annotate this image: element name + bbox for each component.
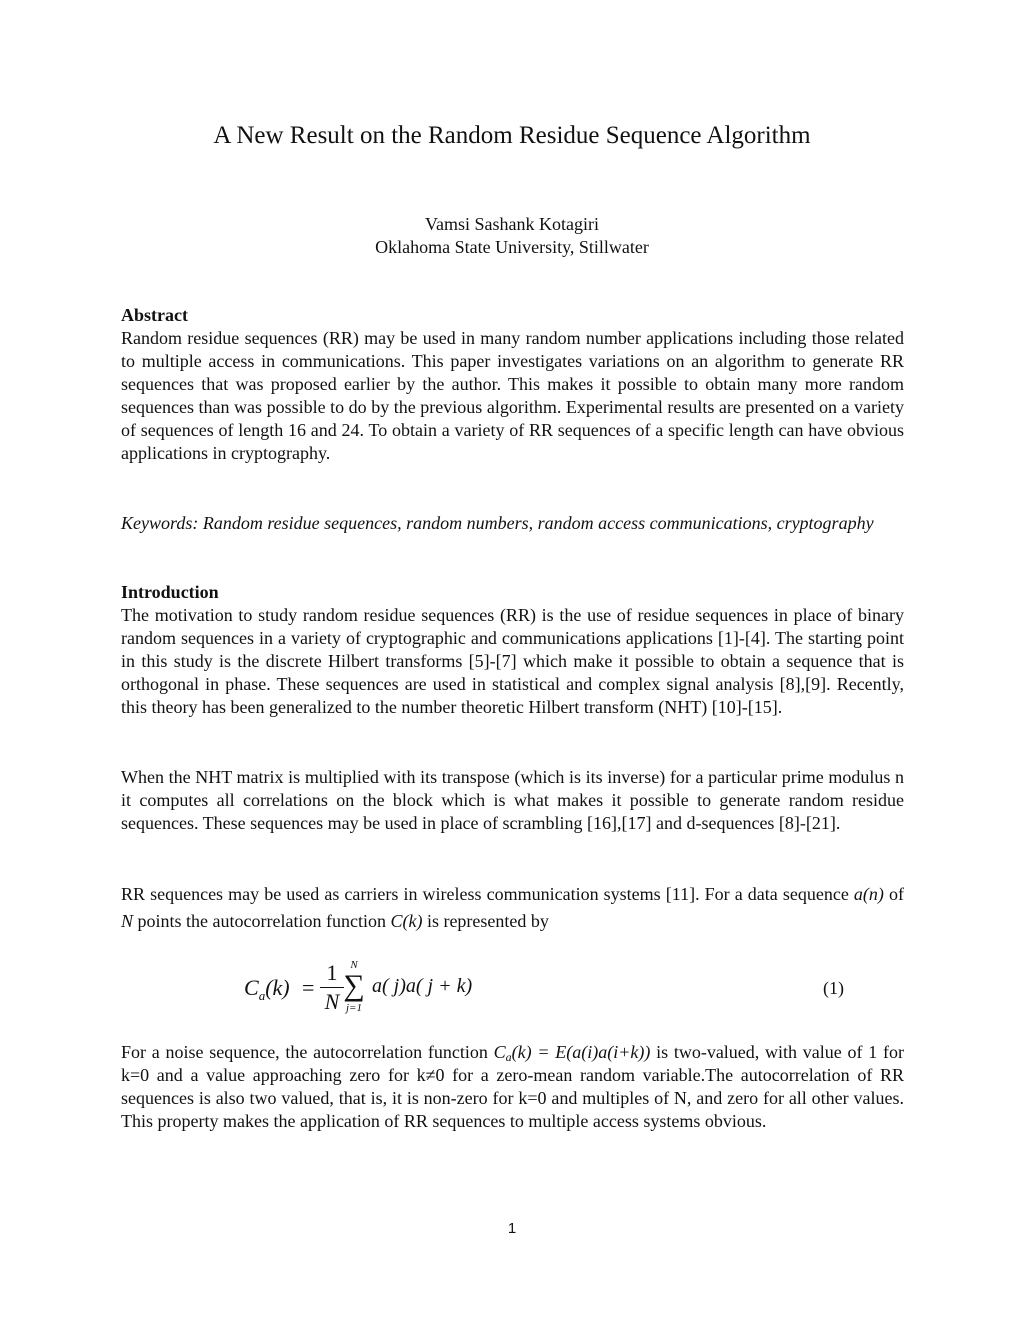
eq-rhs: a( j)a( j + k) <box>372 975 473 997</box>
eq-lhs-arg: (k) <box>265 975 290 1000</box>
paper-title: A New Result on the Random Residue Sequence Algorithm <box>213 122 811 149</box>
para3-text-of: of <box>883 884 904 904</box>
introduction-paragraph-1: The motivation to study random residue sequences (RR) is the use of residue sequences in place of binary random sequences in a variety of cryptographic and communications applications [1]-[4]. The starting point in this study is the discrete Hilbert transforms [5]-[7] which make it possible to obtain a sequence that is orthogonal in phase. These sequences are used in statistical and complex signal analysis [8],[9]. Recently, this theory has been generalized to the number theoretic Hilbert transform (NHT) [10]-[15]. <box>121 605 904 717</box>
para4-expr: (k) = E(a(i)a(i+k)) <box>511 1042 651 1062</box>
abstract-text: Random residue sequences (RR) may be used in many random number applications including those related to multiple access in communications. This paper investigates variations on an algorithm to generate RR sequences that was proposed earlier by the author. This makes it possible to obtain many more random sequences than was possible to do by the previous algorithm. Experimental results are presented on a variety of sequences of length 16 and 24. To obtain a variety of RR sequences of a specific length can have obvious applications in cryptography. <box>121 328 904 463</box>
para4-C: C <box>493 1042 506 1062</box>
introduction-heading: Introduction <box>121 582 219 602</box>
para3-N: N <box>121 911 134 931</box>
equation-lhs <box>244 975 290 1001</box>
para3-ck: C(k) <box>390 911 423 931</box>
introduction-paragraph-2-block <box>121 766 904 835</box>
eq-lhs-C: C <box>244 975 259 1000</box>
eq-summation <box>340 959 368 1015</box>
keywords-section <box>121 512 904 535</box>
eq-sum-upper: N <box>350 959 358 971</box>
abstract-heading: Abstract <box>121 305 188 325</box>
eq-sum-symbol: ∑ <box>343 969 365 1002</box>
abstract-section <box>121 304 904 465</box>
author-name: Vamsi Sashank Kotagiri <box>425 214 599 234</box>
para3-an: a(n) <box>853 884 884 904</box>
author-affiliation: Oklahoma State University, Stillwater <box>375 237 649 257</box>
para3-text-a: RR sequences may be used as carriers in wireless communication systems [11]. For a data sequence <box>121 884 854 904</box>
keywords-text: Keywords: Random residue sequences, random numbers, random access communications, cryptography <box>121 513 874 533</box>
introduction-paragraph-4 <box>121 1041 904 1133</box>
author-block <box>0 213 1024 259</box>
eq-frac-numerator: 1 <box>326 960 338 985</box>
equation-1 <box>240 955 860 1025</box>
para4-text-a: For a noise sequence, the autocorrelation function <box>121 1042 494 1062</box>
introduction-paragraph-3 <box>121 881 904 935</box>
eq-frac-denominator: N <box>324 989 340 1014</box>
para4-sub-a: a <box>505 1050 512 1064</box>
equation-number: (1) <box>823 978 844 998</box>
introduction-paragraph-3-block <box>121 881 904 935</box>
eq-lhs-sub: a <box>258 988 266 1003</box>
para3-text-c: is represented by <box>422 911 549 931</box>
page-number: 1 <box>507 1220 517 1237</box>
eq-equals: = <box>302 975 315 1000</box>
para3-text-b: points the autocorrelation function <box>133 911 391 931</box>
introduction-paragraph-2: When the NHT matrix is multiplied with its transpose (which is its inverse) for a particular prime modulus n it computes all correlations on the block which is what makes it possible to generate random residue sequences. These sequences may be used in place of scrambling [16],[17] and d-sequences [8]-[21]. <box>121 767 904 833</box>
eq-sum-lower: j=1 <box>346 1002 362 1014</box>
introduction-paragraph-4-block <box>121 1041 904 1133</box>
introduction-section <box>121 581 904 719</box>
para4-text-b: is two-valued, with value of 1 for k=0 and a value approaching zero for k≠0 for a zero-mean random variable.The autocorrelation of RR sequences is also two valued, that is, it is non-zero for k=0 and multiples of N, and zero for all other values. This property makes the application of RR sequences to multiple access systems obvious. <box>121 1042 904 1131</box>
